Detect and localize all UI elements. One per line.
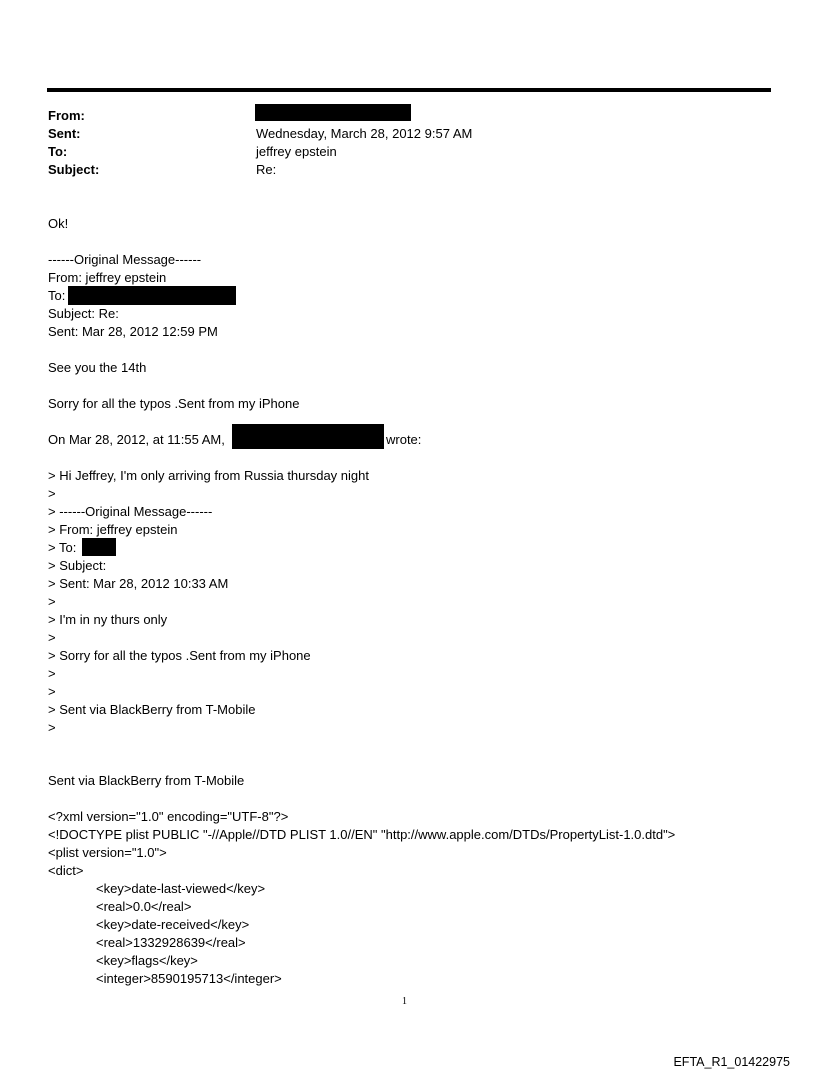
to-value: jeffrey epstein: [256, 144, 337, 159]
plist-line: <?xml version="1.0" encoding="UTF-8"?>: [48, 809, 289, 824]
plist-line: <integer>8590195713</integer>: [96, 971, 282, 986]
quoted-line: > To:: [48, 540, 77, 555]
redaction-original-to: [68, 286, 236, 305]
original-signature: Sorry for all the typos .Sent from my iPhone: [48, 396, 300, 411]
sent-label: Sent:: [48, 126, 81, 141]
quoted-line: >: [48, 486, 56, 501]
plist-line: <!DOCTYPE plist PUBLIC "-//Apple//DTD PLIST 1.0//EN" "http://www.apple.com/DTDs/PropertyList-1.0.dtd">: [48, 827, 676, 842]
original-sent: Sent: Mar 28, 2012 12:59 PM: [48, 324, 218, 339]
subject-label: Subject:: [48, 162, 100, 177]
quoted-line: > Hi Jeffrey, I'm only arriving from Russia thursday night: [48, 468, 369, 483]
plist-line: <key>date-received</key>: [96, 917, 250, 932]
page-number: 1: [402, 996, 407, 1007]
plist-line: <key>date-last-viewed</key>: [96, 881, 266, 896]
quoted-line: >: [48, 630, 56, 645]
plist-line: <dict>: [48, 863, 84, 878]
reply-text: Ok!: [48, 216, 69, 231]
redaction-wrote-sender: [232, 424, 384, 449]
original-message-divider: ------Original Message------: [48, 252, 202, 267]
plist-line: <real>1332928639</real>: [96, 935, 246, 950]
quoted-line: >: [48, 720, 56, 735]
redaction-quoted-to: [82, 538, 116, 556]
plist-line: <key>flags</key>: [96, 953, 198, 968]
quoted-line: > I'm in ny thurs only: [48, 612, 168, 627]
wrote-suffix: wrote:: [386, 432, 422, 447]
quoted-line: > Subject:: [48, 558, 107, 573]
plist-line: <plist version="1.0">: [48, 845, 167, 860]
original-from: From: jeffrey epstein: [48, 270, 167, 285]
quoted-line: >: [48, 666, 56, 681]
quoted-line: > Sent via BlackBerry from T-Mobile: [48, 702, 256, 717]
quoted-line: > ------Original Message------: [48, 504, 213, 519]
to-label: To:: [48, 144, 68, 159]
header-rule: [47, 88, 771, 92]
original-to: To:: [48, 288, 66, 303]
quoted-line: > Sorry for all the typos .Sent from my iPhone: [48, 648, 311, 663]
subject-value: Re:: [256, 162, 277, 177]
sent-value: Wednesday, March 28, 2012 9:57 AM: [256, 126, 473, 141]
original-text: See you the 14th: [48, 360, 147, 375]
from-label: From:: [48, 108, 85, 123]
plist-line: <real>0.0</real>: [96, 899, 192, 914]
bates-number: EFTA_R1_01422975: [673, 1055, 790, 1069]
quoted-line: >: [48, 684, 56, 699]
redaction-from: [255, 104, 411, 121]
email-signature: Sent via BlackBerry from T-Mobile: [48, 773, 245, 788]
original-subject: Subject: Re:: [48, 306, 119, 321]
quoted-line: > From: jeffrey epstein: [48, 522, 178, 537]
quoted-line: >: [48, 594, 56, 609]
wrote-prefix: On Mar 28, 2012, at 11:55 AM,: [48, 432, 225, 447]
quoted-line: > Sent: Mar 28, 2012 10:33 AM: [48, 576, 229, 591]
